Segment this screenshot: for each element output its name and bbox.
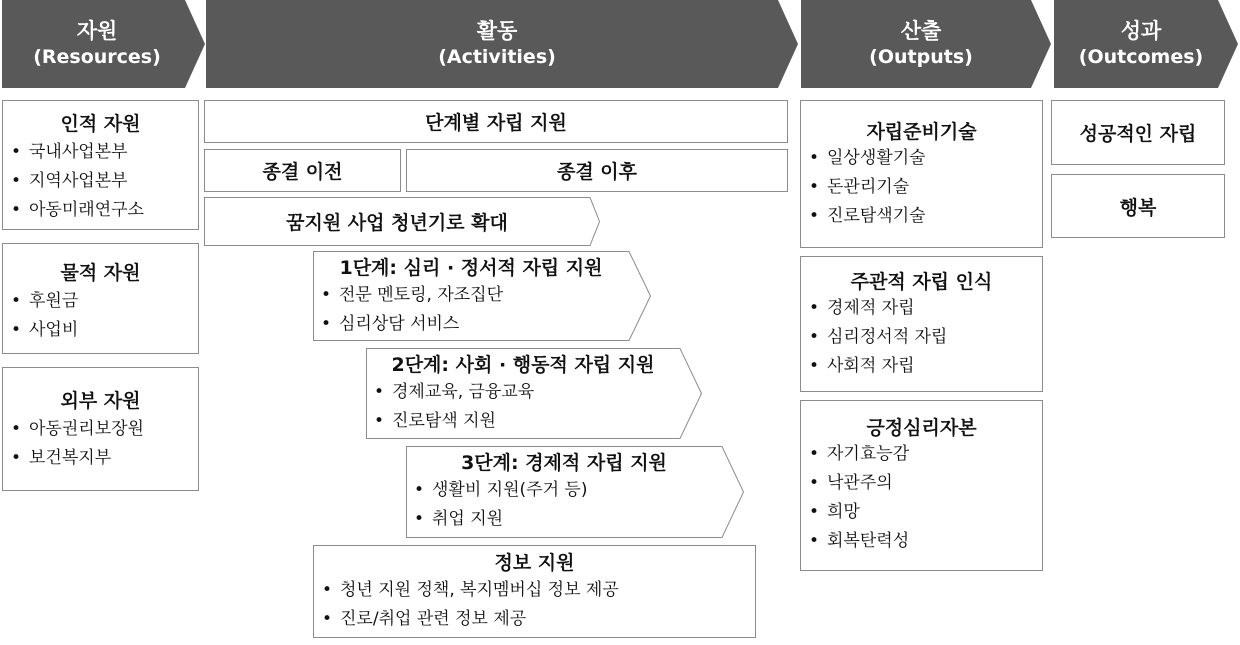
- header-activities: [206, 0, 788, 88]
- output-title: 긍정심리자본: [866, 417, 977, 439]
- resource-title: 물적 자원: [60, 262, 141, 284]
- list-item: • 일상생활기술: [801, 144, 1042, 173]
- resource-box-human: [2, 100, 199, 230]
- list-item: • 사회적 자립: [801, 352, 1042, 381]
- list-item: • 취업 지원: [406, 505, 722, 534]
- stage-2-title: 2단계: 사회 · 행동적 자립 지원: [391, 354, 655, 376]
- activity-expand-label: 꿈지원 사업 청년기로 확대: [286, 212, 508, 234]
- output-box-perception: [800, 256, 1043, 392]
- header-title: 자원: [76, 19, 118, 43]
- list-item: • 국내사업본부: [3, 138, 198, 167]
- activity-after-termination: [406, 149, 788, 192]
- outcome-label: 행복: [1119, 196, 1157, 219]
- output-box-capital: [800, 400, 1043, 571]
- resource-box-material: [2, 243, 199, 354]
- list-item: • 진로탐색기술: [801, 202, 1042, 231]
- list-item: • 경제교육, 금융교육: [366, 378, 680, 407]
- outcome-box-independence: [1051, 100, 1225, 165]
- list-item: • 아동권리보장원: [3, 415, 198, 444]
- activity-before-termination: [204, 149, 401, 192]
- stage-3-title: 3단계: 경제적 자립 지원: [461, 452, 667, 474]
- stage-3-arrow: [406, 446, 744, 538]
- stage-1-title: 1단계: 심리 · 정서적 자립 지원: [339, 257, 603, 279]
- list-item: • 아동미래연구소: [3, 196, 198, 225]
- header-title: 활동: [476, 19, 518, 43]
- info-support-title: 정보 지원: [494, 552, 575, 574]
- list-item: • 진로/취업 관련 정보 제공: [314, 605, 755, 634]
- list-item: • 후원금: [3, 287, 198, 316]
- header-subtitle: (Outcomes): [1078, 46, 1204, 69]
- stage-1-arrow: [313, 251, 651, 341]
- list-item: • 심리상담 서비스: [313, 310, 629, 339]
- header-subtitle: (Resources): [33, 46, 161, 69]
- activity-after-label: 종결 이후: [556, 161, 638, 183]
- outcome-label: 성공적인 자립: [1079, 123, 1197, 145]
- header-title: 산출: [900, 19, 942, 43]
- activity-info-support: [313, 545, 756, 638]
- outcome-box-happiness: [1051, 174, 1225, 238]
- header-subtitle: (Activities): [438, 46, 556, 69]
- stage-2-content: [366, 348, 680, 436]
- activity-expand-arrow: [204, 197, 600, 246]
- header-resources: [2, 0, 192, 88]
- list-item: • 사업비: [3, 316, 198, 345]
- list-item: • 청년 지원 정책, 복지멤버십 정보 제공: [314, 576, 755, 605]
- list-item: • 낙관주의: [801, 469, 1042, 498]
- resource-title: 인적 자원: [60, 113, 141, 135]
- list-item: • 회복탄력성: [801, 527, 1042, 556]
- list-item: • 지역사업본부: [3, 167, 198, 196]
- activity-before-label: 종결 이전: [262, 161, 343, 183]
- list-item: • 돈관리기술: [801, 173, 1042, 202]
- activity-stepwise-label: 단계별 자립 지원: [425, 112, 567, 134]
- list-item: • 심리정서적 자립: [801, 323, 1042, 352]
- header-outputs: [801, 0, 1041, 88]
- header-title: 성과: [1120, 19, 1162, 43]
- list-item: • 진로탐색 지원: [366, 407, 680, 436]
- list-item: • 자기효능감: [801, 440, 1042, 469]
- list-item: • 생활비 지원(주거 등): [406, 476, 722, 505]
- stage-1-content: [313, 251, 629, 339]
- list-item: • 전문 멘토링, 자조집단: [313, 281, 629, 310]
- activity-expand-content: [204, 197, 590, 246]
- activity-stepwise-support: [204, 100, 788, 143]
- stage-3-content: [406, 446, 722, 534]
- stage-2-arrow: [366, 348, 702, 439]
- list-item: • 보건복지부: [3, 444, 198, 473]
- header-outcomes: [1054, 0, 1228, 88]
- output-title: 주관적 자립 인식: [850, 271, 993, 293]
- list-item: • 희망: [801, 498, 1042, 527]
- output-title: 자립준비기술: [866, 121, 977, 143]
- list-item: • 경제적 자립: [801, 294, 1042, 323]
- header-subtitle: (Outputs): [869, 46, 973, 69]
- resource-box-external: [2, 367, 199, 491]
- output-box-skills: [800, 100, 1043, 248]
- resource-title: 외부 자원: [60, 390, 141, 412]
